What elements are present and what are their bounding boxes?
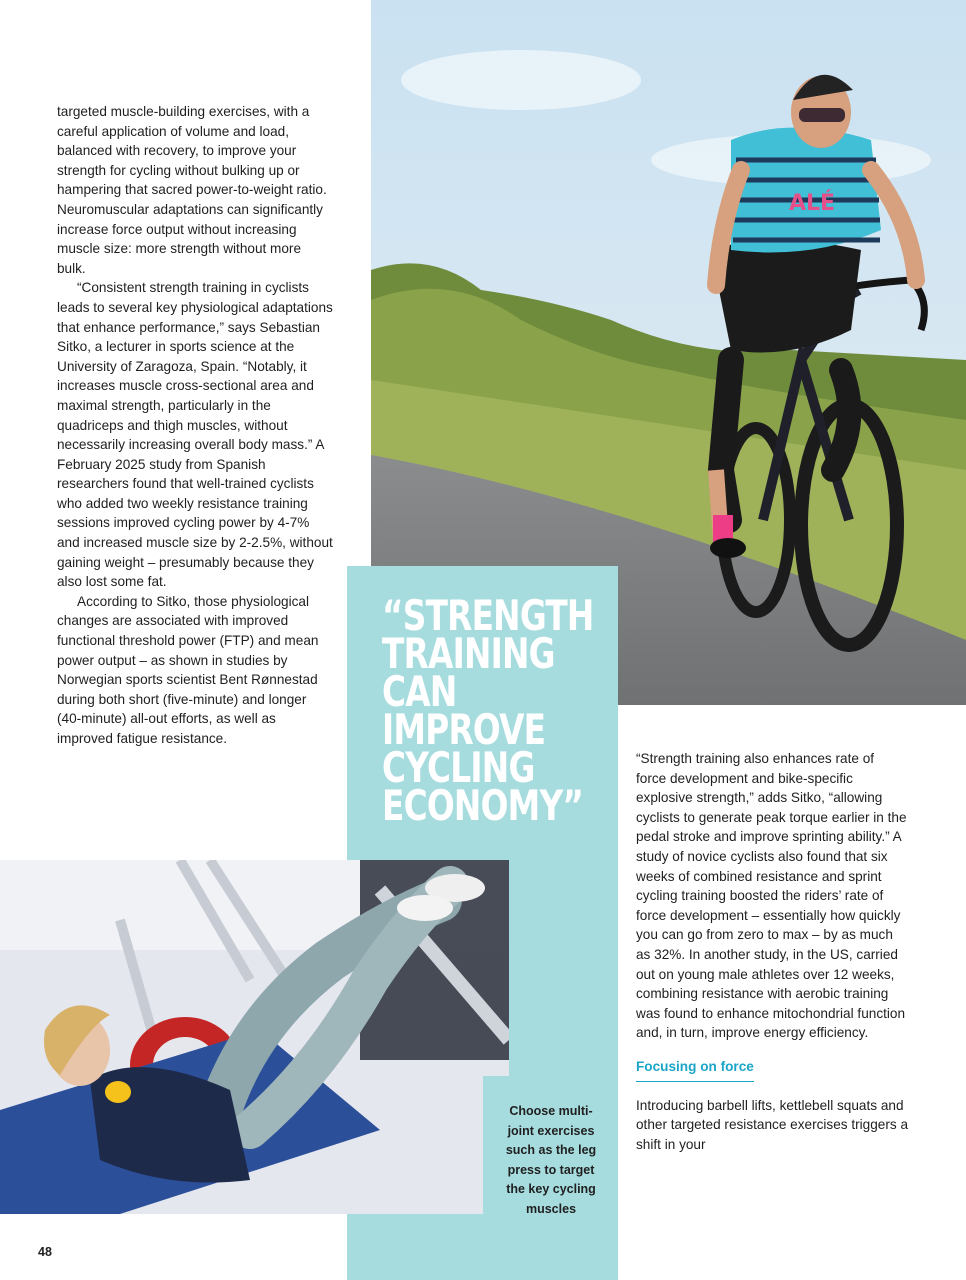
right-body-text	[636, 749, 908, 1154]
paragraph: “Consistent strength training in cyclists leads to several key physiological adaptations that enhance performance,” says Sebastian Sitko, a lecturer in sports science at the University of Zaragoza, Spain. “Notably, it increases muscle cross-sectional area and maximal strength, particularly in the quadriceps and thigh muscles, without necessarily increasing overall body mass.” A February 2025 study from Spanish researchers found that well-trained cyclists who added two weekly resistance training sessions improved cycling power by 4-7% and increased muscle size by 2-2.5%, without gaining weight – presumably because they also lost some fat.	[57, 280, 333, 590]
paragraph: “Strength training also enhances rate of force development and bike-specific explosive strength,” adds Sitko, “allowing cyclists to generate peak torque earlier in the pedal stroke and improve sprinting ability.” A study of novice cyclists also found that six weeks of combined resistance and sprint cycling training boosted the riders’ rate of force development – essentially how quickly you can go from zero to max – by as much as 32%. In another study, in the US, carried out on young male athletes over 12 weeks, combining resistance with aerobic training was found to enhance mitochondrial function and, in turn, improve energy efficiency.	[636, 751, 907, 1041]
gym-photo	[0, 860, 509, 1214]
shirt-logo	[105, 1081, 131, 1103]
pull-quote-line: “STRENGTH	[382, 591, 594, 640]
left-body-text	[57, 102, 333, 749]
section-subheading: Focusing on force	[636, 1057, 754, 1082]
pull-quote-line: CAN	[382, 667, 457, 716]
rider-shorts	[711, 240, 861, 353]
page-number: 48	[38, 1245, 52, 1259]
pull-quote-line: ECONOMY”	[382, 781, 584, 830]
gym-illustration	[0, 860, 509, 1214]
athlete-shoe	[397, 895, 453, 921]
pull-quote-line: CYCLING	[382, 743, 535, 792]
pull-quote-line: TRAINING	[382, 629, 555, 678]
jersey-logo: ALÉ	[789, 191, 836, 216]
paragraph: Introducing barbell lifts, kettlebell squats and other targeted resistance exercises triggers a shift in your	[636, 1097, 909, 1152]
rider-jersey	[731, 128, 881, 253]
rider-sunglasses	[799, 108, 845, 122]
pull-quote-line: IMPROVE	[382, 705, 546, 754]
paragraph: targeted muscle-building exercises, with a careful application of volume and load, balanced with recovery, to improve your strength for cycling without bulking up or hampering that sacred power-to-weight ratio. Neuromuscular adaptations can significantly increase force output without increasing muscle size: more strength without more bulk.	[57, 104, 327, 276]
cloud	[401, 50, 641, 110]
pull-quote	[382, 591, 594, 830]
paragraph: According to Sitko, those physiological changes are associated with improved functional threshold power (FTP) and mean power output – as shown in studies by Norwegian sports scientist Bent Rønnestad during both short (five-minute) and longer (40-minute) all-out efforts, as well as improved fatigue resistance.	[57, 593, 319, 746]
rider-shoe	[710, 538, 746, 558]
photo-caption: Choose multi-joint exercises such as the leg press to target the key cycling muscles	[505, 1104, 597, 1216]
